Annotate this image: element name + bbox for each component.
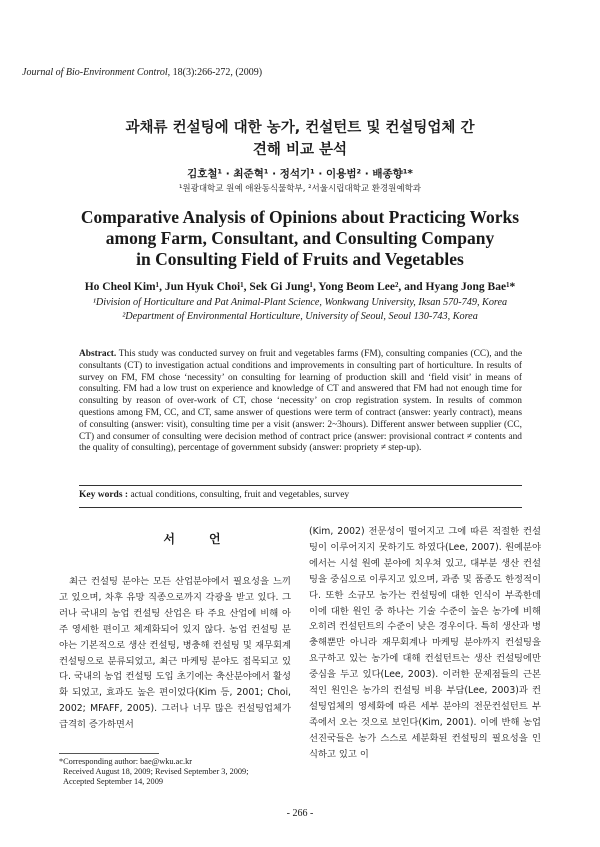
korean-title-line2: 견해 비교 분석	[252, 142, 348, 158]
english-affiliation-2: ²Department of Environmental Horticulture, University of Seoul, Seoul 130-743, Korea	[122, 311, 478, 322]
page-number: - 266 -	[286, 808, 314, 819]
footnote	[59, 757, 299, 788]
abstract-label: Abstract.	[79, 349, 117, 359]
english-authors: Ho Cheol Kim¹, Jun Hyuk Choi¹, Sek Gi Jung¹, Yong Beom Lee², and Hyang Jong Bae¹*	[84, 281, 516, 293]
footnote-divider	[59, 753, 159, 754]
accepted-date: Accepted September 14, 2009	[63, 777, 163, 787]
korean-authors: 김호철¹ · 최준혁¹ · 정석기¹ · 이용범² · 배종향¹*	[187, 168, 413, 180]
english-title-line2: among Farm, Consultant, and Consulting Company	[105, 228, 495, 248]
english-title	[50, 207, 550, 270]
abstract-text: This study was conducted survey on fruit and vegetables farms (FM), consulting companies (CC), and the consultants (CT) to investigation actual conditions and improvements in consulting part of horticulture. In results of survey on FM, FM chose ‘necessity’ on consulting for learning of production skill and ‘field visit’ in means of consulting. FM had a low trust on experience and knowledge of CT and answered that FM had not enough time for consulting by reason of over-work of CT, chose ‘necessity’ on crop registration system. In results of common questions among FM, CC, and CT, same answer of questions were term of contract (answer: yearly contract), means of consulting (answer: visit), consulting time per a visit (answer: 2~3hours). Different answer between supplier (CC, CT) and consumer of consulting were decision method of contract price (answer: provisional contract ≠ contents and the quality of consulting), percentage of government subsidy (answer: propriety ≠ step-up).	[79, 349, 522, 454]
journal-citation	[22, 67, 262, 78]
body-paragraph: (Kim, 2002) 전문성이 떨어지고 그에 따른 적절한 컨설팅이 이루어지지 못하기도 하였다(Lee, 2007). 원예분야에서는 시설 원예 분야에 치우쳐 있고, 대부분 생산 컨설팅을 중심으로 이루지고 있으며, 과종 및 품종도 한정적이다. 또한 소규모 농가는 컨설팅에 대한 인식이 부족한데 이에 대한 원인 중 하나는 기술 수준이 높은 농가에 비해 오히려 컨설턴트의 수준이 낮은 경우이다. 특히 생산과 병충해뿐만 아니라 재무회계나 마케팅 분야까지 컨설팅을 요구하고 있는 농가에 대해 컨설턴트는 생산 컨설팅에만 중심을 두고 있다(Lee, 2003). 이러한 문제점들의 근본적인 원인은 농가의 컨설팅 비용 부담(Lee, 2003)과 컨설팅업체의 영세화에 따른 세부 분야의 전문컨설턴트 부족에서 오는 것으로 보인다(Kim, 2001). 이에 반해 농업선진국들은 농가 스스로 세분화된 컨설팅의 필요성을 인식하고 있고 이	[309, 526, 541, 760]
body-paragraph: 최근 컨설팅 분야는 모든 산업분야에서 필요성을 느끼고 있으며, 차후 유망 직종으로까지 각광을 받고 있다. 그러나 국내의 농업 컨설팅 산업은 타 주요 산업에 비해 아주 영세한 편이고 체계화되어 있지 않다. 농업 컨설팅 분야는 기본적으로 생산 컨설팅, 병충해 컨설팅 및 재무회계 컨설팅으로 분류되었고, 최근 마케팅 분야도 접목되고 있다. 국내의 농업 컨설팅 도입 초기에는 축산분야에서 활성화 되었고, 효과도 높은 편이었다(Kim 등, 2001; Choi, 2002; MFAFF, 2005). 그러나 너무 많은 컨설팅업체가 급격히 증가하면서	[59, 576, 291, 731]
english-title-line3: in Consulting Field of Fruits and Vegetables	[136, 249, 464, 269]
keywords-text: actual conditions, consulting, fruit and vegetables, survey	[130, 490, 350, 500]
journal-name: Journal of Bio-Environment Control,	[22, 67, 171, 78]
received-date: Received August 18, 2009; Revised September 3, 2009;	[63, 767, 249, 777]
english-title-line1: Comparative Analysis of Opinions about Practicing Works	[80, 207, 520, 227]
corresponding-author: *Corresponding author: bae@wku.ac.kr	[59, 757, 192, 766]
keywords	[79, 490, 522, 500]
keywords-divider	[79, 507, 522, 508]
journal-volume: 18(3):266-272, (2009)	[172, 67, 263, 78]
body-column-right	[309, 524, 541, 763]
korean-title-line1: 과채류 컨설팅에 대한 농가, 컨설턴트 및 컨설팅업체 간	[125, 120, 475, 136]
section-heading-introduction: 서언	[163, 532, 255, 546]
korean-affiliation: ¹원광대학교 원예 애완동식물학부, ²서울시립대학교 환경원예학과	[178, 184, 422, 194]
body-column-left	[59, 574, 291, 733]
english-affiliation-1: ¹Division of Horticulture and Pat Animal-Plant Science, Wonkwang University, Iksan 570-749, Korea	[92, 297, 508, 308]
abstract	[79, 349, 522, 455]
keywords-label: Key words :	[79, 490, 129, 500]
abstract-divider	[79, 485, 522, 486]
